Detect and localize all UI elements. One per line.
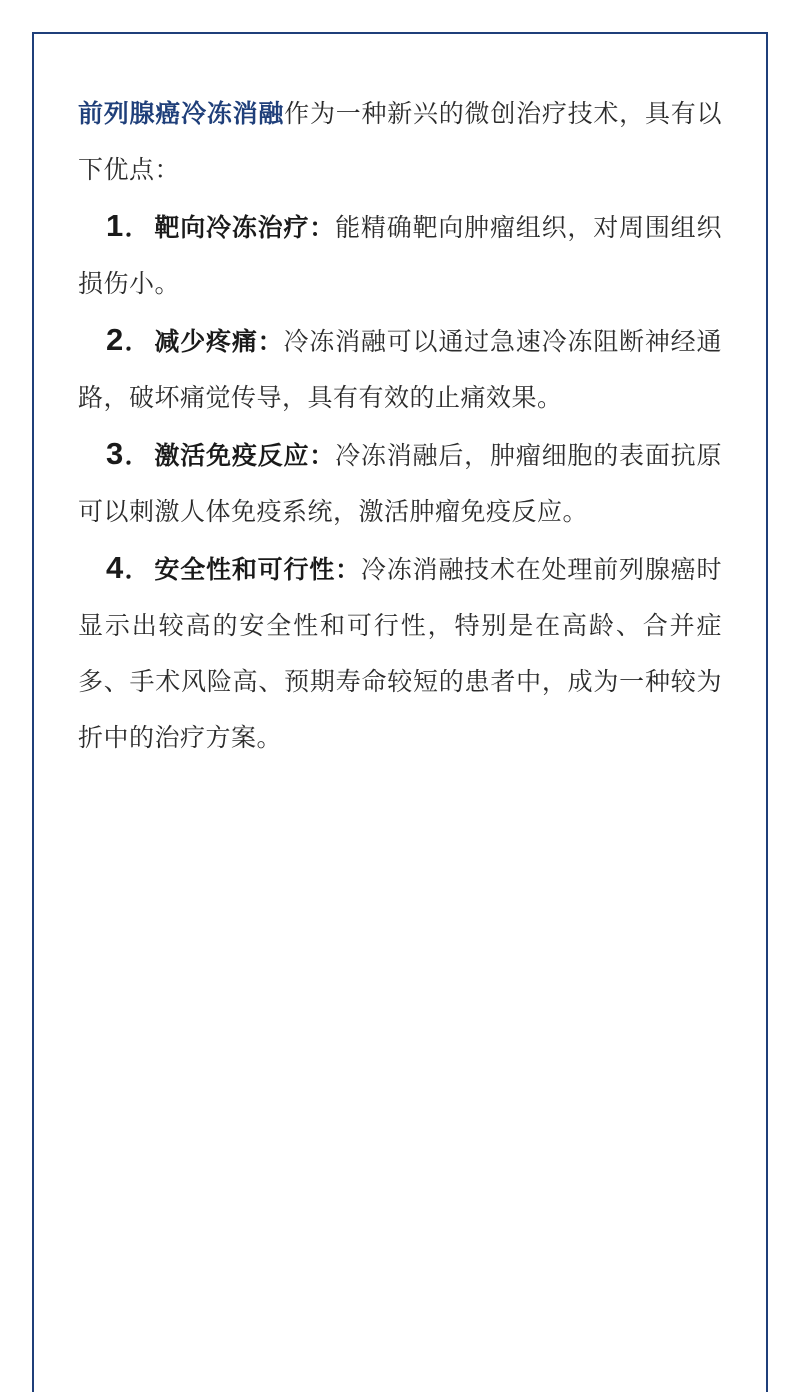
- item-number: 2: [106, 322, 125, 357]
- item-text: 能精确靶向肿瘤组织，对周围组织损伤小。: [78, 214, 722, 298]
- item-lead: 减少疼痛：: [154, 328, 284, 356]
- item-text: 冷冻消融可以通过急速冷冻阻断神经通路，破坏痛觉传导，具有有效的止痛效果。: [78, 328, 722, 412]
- intro-text: 作为一种新兴的微创治疗技术，具有以下优点：: [78, 100, 722, 184]
- item-number: 4: [106, 550, 125, 585]
- item-text: 冷冻消融后，肿瘤细胞的表面抗原可以刺激人体免疫系统，激活肿瘤免疫反应。: [78, 442, 722, 526]
- item-lead: 安全性和可行性：: [154, 556, 361, 584]
- card-inner: [34, 34, 766, 766]
- item-number-dot: ．: [124, 442, 151, 470]
- content-card: [32, 32, 768, 1392]
- item-number: 3: [106, 436, 125, 471]
- keyword-highlight: 前列腺癌冷冻消融: [78, 100, 285, 128]
- item-lead: 激活免疫反应：: [154, 442, 336, 470]
- item-number-dot: ．: [124, 214, 151, 242]
- item-lead: 靶向冷冻治疗：: [154, 214, 336, 242]
- item-number: 1: [106, 208, 125, 243]
- intro-paragraph: [78, 86, 722, 198]
- item-text: 冷冻消融技术在处理前列腺癌时显示出较高的安全性和可行性，特别是在高龄、合并症多、手术风险高、预期寿命较短的患者中，成为一种较为折中的治疗方案。: [78, 556, 722, 752]
- list-item: [78, 426, 722, 540]
- item-number-dot: ．: [124, 556, 151, 584]
- item-number-dot: ．: [124, 328, 151, 356]
- list-item: [78, 312, 722, 426]
- list-item: [78, 198, 722, 312]
- list-item: [78, 540, 722, 766]
